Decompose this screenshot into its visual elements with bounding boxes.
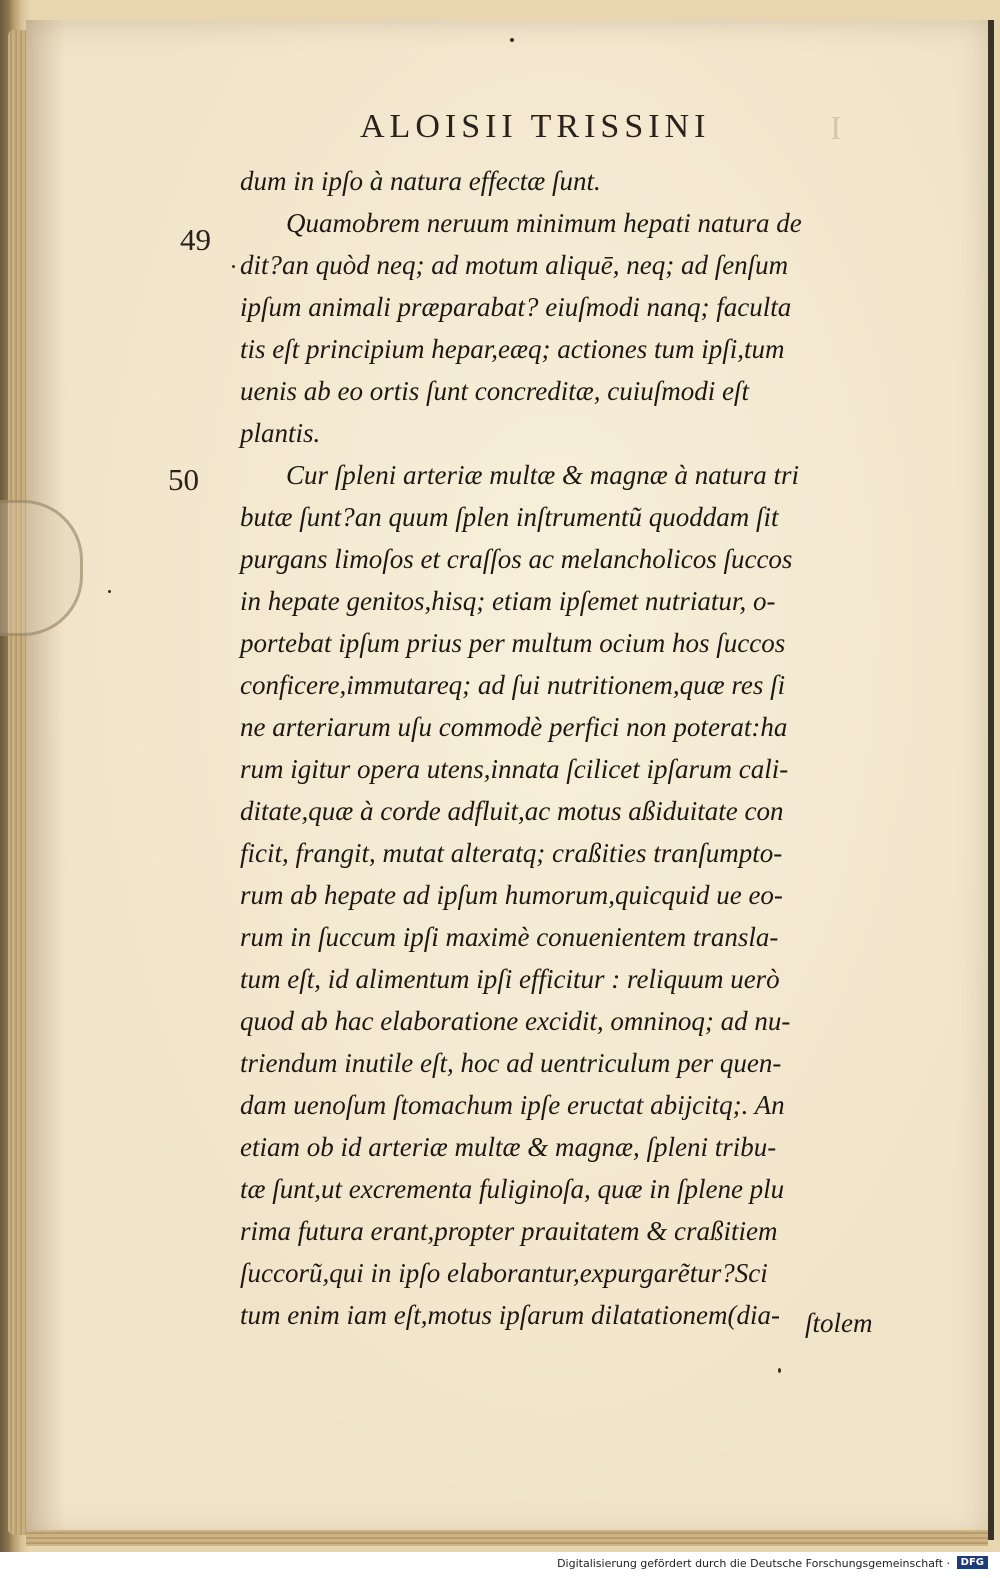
text-line: rima futura erant,propter prauitatem & craßitiem xyxy=(240,1216,778,1246)
text-line: dum in ipſo à natura effectæ ſunt. xyxy=(240,166,601,196)
running-head: ALOISII TRISSINI xyxy=(360,108,711,145)
text-line: conficere,immutareq; ad ſui nutritionem,quæ res ſi xyxy=(240,670,786,700)
text-line: Quamobrem neruum minimum hepati natura de xyxy=(286,208,802,238)
text-line: tum eſt, id alimentum ipſi efficitur : reliquum uerò xyxy=(240,964,780,994)
text-line: rum igitur opera utens,innata ſcilicet ipſarum cali- xyxy=(240,754,789,784)
text-line: uenis ab eo ortis ſunt concreditæ, cuiuſmodi eſt xyxy=(240,376,749,406)
catchword: ſtolem xyxy=(805,1308,873,1338)
text-line: rum in ſuccum ipſi maximè conuenientem transla- xyxy=(240,922,779,952)
text-line: quod ab hac elaboratione excidit, omninoq; ad nu- xyxy=(240,1006,791,1036)
text-line: ditate,quæ à corde adfluit,ac motus aßiduitate con xyxy=(240,796,784,826)
dfg-logo: DFG xyxy=(957,1556,988,1569)
page-body-text xyxy=(240,160,910,1336)
paper-speck xyxy=(778,1368,781,1373)
text-line: tum enim iam eſt,motus ipſarum dilatationem(dia- xyxy=(240,1300,780,1330)
text-line: tæ ſunt,ut excrementa fuliginoſa, quæ in ſplene plu xyxy=(240,1174,785,1204)
text-line: ne arteriarum uſu commodè perfici non poterat:ha xyxy=(240,712,788,742)
text-line: dit?an quòd neq; ad motum aliquē, neq; ad ſenſum xyxy=(240,250,789,280)
text-line: ficit, frangit, mutat alteratq; craßities tranſumpto- xyxy=(240,838,783,868)
text-line: ſuccorũ,qui in ipſo elaborantur,expurgarẽtur?Sci xyxy=(240,1258,768,1288)
footer-credit: Digitalisierung gefördert durch die Deutsche Forschungsgemeinschaft · xyxy=(557,1557,950,1570)
text-line: rum ab hepate ad ipſum humorum,quicquid ue eo- xyxy=(240,880,783,910)
paper-speck xyxy=(232,265,235,268)
text-line: butæ ſunt?an quum ſplen inſtrumentũ quoddam ſit xyxy=(240,502,779,532)
text-line: Cur ſpleni arteriæ multæ & magnæ à natura tri xyxy=(286,460,800,490)
text-line: triendum inutile eſt, hoc ad uentriculum per quen- xyxy=(240,1048,782,1078)
text-line: in hepate genitos,hisq; etiam ipſemet nutriatur, o- xyxy=(240,586,776,616)
text-line: etiam ob id arteriæ multæ & magnæ, ſpleni tribu- xyxy=(240,1132,777,1162)
paper-speck xyxy=(108,590,111,593)
text-line: purgans limoſos et craſſos ac melancholicos ſuccos xyxy=(240,544,793,574)
text-line: tis eſt principium hepar,eæq; actiones tum ipſi,tum xyxy=(240,334,785,364)
text-line: plantis. xyxy=(240,418,321,448)
paper-speck xyxy=(510,38,514,42)
margin-number: 50 xyxy=(168,462,199,497)
page-stack-bottom-edge xyxy=(26,1530,988,1546)
show-through-ghost: I xyxy=(830,110,842,147)
text-line: dam uenoſum ſtomachum ipſe eructat abijcitq;. An xyxy=(240,1090,785,1120)
page-stack-left-edge xyxy=(8,30,26,1535)
text-line: portebat ipſum prius per multum ocium hos ſuccos xyxy=(240,628,786,658)
text-line: ipſum animali præparabat? eiuſmodi nanq; faculta xyxy=(240,292,792,322)
margin-number: 49 xyxy=(180,222,211,257)
